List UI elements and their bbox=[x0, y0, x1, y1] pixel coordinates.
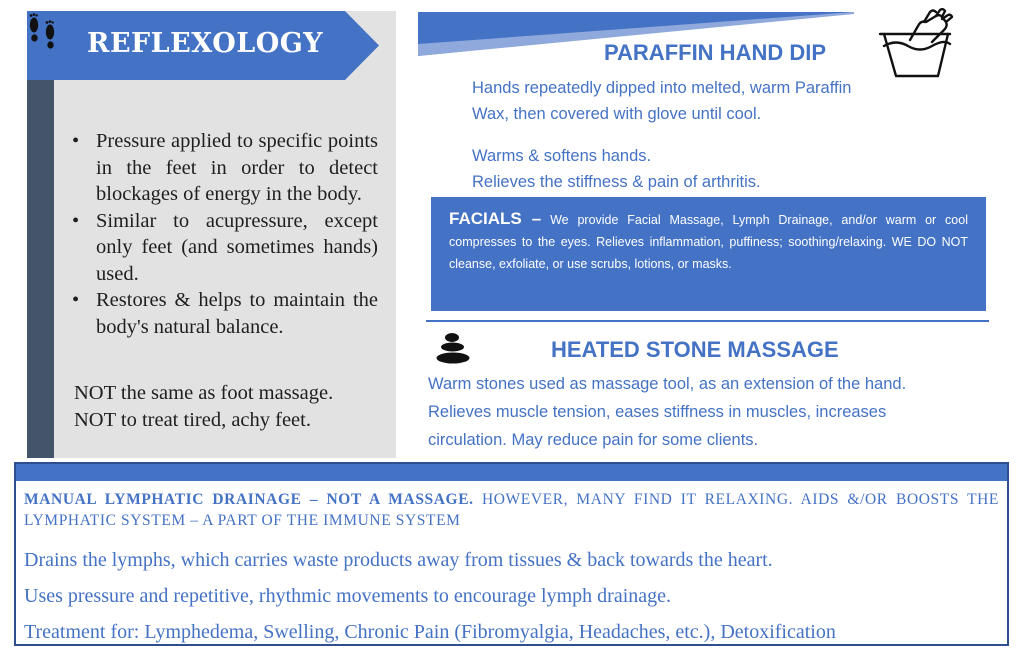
reflexology-bullet-list bbox=[70, 128, 378, 340]
bullet-icon: • bbox=[72, 209, 80, 232]
heated-stone-description bbox=[428, 370, 1008, 454]
reflexology-note-line: NOT to treat tired, achy feet. bbox=[74, 408, 311, 431]
paraffin-benefits bbox=[472, 143, 761, 195]
heated-stone-line: circulation. May reduce pain for some clients. bbox=[428, 431, 759, 449]
facials-box bbox=[431, 197, 986, 311]
lymphatic-lines bbox=[24, 542, 836, 650]
list-item bbox=[70, 208, 378, 288]
bullet-text: Restores & helps to maintain the body's natural balance. bbox=[96, 289, 378, 338]
heated-stone-line: Relieves muscle tension, eases stiffness in muscles, increases bbox=[428, 403, 887, 421]
paraffin-benefit-line: Relieves the stiffness & pain of arthritis. bbox=[472, 173, 761, 191]
bullet-icon: • bbox=[72, 289, 80, 311]
lymphatic-top-bar bbox=[16, 464, 1007, 481]
bullet-text: Similar to acupressure, except only feet (and sometimes hands) used. bbox=[96, 209, 378, 285]
lymphatic-drainage-box bbox=[14, 462, 1009, 646]
bullet-icon: • bbox=[72, 130, 80, 152]
paraffin-description-line: Hands repeatedly dipped into melted, warm Paraffin bbox=[472, 79, 852, 97]
reflexology-banner bbox=[27, 11, 379, 80]
lymphatic-heading bbox=[24, 489, 999, 531]
stacked-stones-icon bbox=[435, 332, 471, 364]
lymphatic-heading-rest: HOWEVER, MANY FIND IT RELAXING. AIDS &/OR BOOSTS THE LYMPHATIC SYSTEM – A PART OF THE IMMUNE SYSTEM bbox=[24, 491, 1000, 529]
reflexology-side-strip bbox=[27, 80, 54, 458]
bullet-text: Pressure applied to specific points in the feet in order to detect blockages of energy in the body. bbox=[96, 130, 378, 205]
paraffin-description bbox=[472, 75, 851, 127]
reflexology-title: REFLEXOLOGY bbox=[87, 28, 324, 59]
footprints-icon bbox=[27, 11, 61, 49]
lymphatic-line: Uses pressure and repetitive, rhythmic movements to encourage lymph drainage. bbox=[24, 585, 672, 607]
section-divider bbox=[426, 320, 989, 322]
facials-heading: FACIALS – bbox=[449, 209, 542, 228]
lymphatic-line: Drains the lymphs, which carries waste products away from tissues & back towards the heart. bbox=[24, 549, 773, 571]
reflexology-note-line: NOT the same as foot massage. bbox=[74, 382, 334, 404]
facials-description: We provide Facial Massage, Lymph Drainage, and/or warm or cool compresses to the eyes. Relieves inflammation, puffiness; soothing/relaxing. WE DO NOT cleanse, exfoliate, or use scrubs, lotions, or masks. bbox=[449, 213, 968, 271]
lymphatic-heading-bold: MANUAL LYMPHATIC DRAINAGE – NOT A MASSAGE. bbox=[24, 491, 474, 508]
paraffin-description-line: Wax, then covered with glove until cool. bbox=[472, 105, 762, 123]
lymphatic-line: Treatment for: Lymphedema, Swelling, Chronic Pain (Fibromyalgia, Headaches, etc.), Detoxification bbox=[24, 621, 836, 643]
heated-stone-line: Warm stones used as massage tool, as an extension of the hand. bbox=[428, 375, 907, 393]
paraffin-title: PARAFFIN HAND DIP bbox=[603, 40, 827, 65]
heated-stone-title: HEATED STONE MASSAGE bbox=[551, 337, 839, 362]
facials-text-block bbox=[449, 208, 968, 275]
paraffin-benefit-line: Warms & softens hands. bbox=[472, 147, 652, 165]
list-item bbox=[70, 128, 378, 208]
reflexology-notes bbox=[74, 380, 394, 433]
list-item bbox=[70, 287, 378, 340]
hand-washing-basin-icon bbox=[876, 8, 962, 80]
